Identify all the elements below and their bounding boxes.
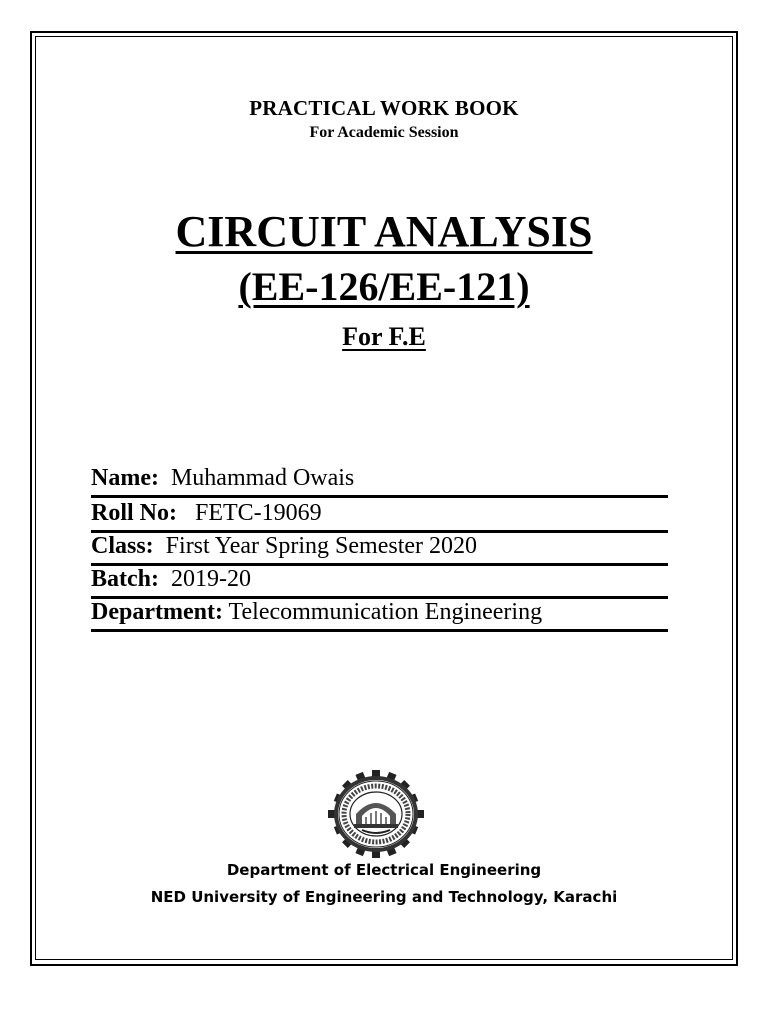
roll-number-row <box>91 497 668 533</box>
name-value: Muhammad Owais <box>170 465 355 491</box>
academic-session: For Academic Session <box>309 124 459 141</box>
batch-row <box>91 563 668 599</box>
roll-value: FETC-19069 <box>195 500 322 526</box>
department-label: Department: <box>91 599 223 625</box>
footer-university: NED University of Engineering and Technology, Karachi <box>150 888 618 906</box>
for-class: For F.E <box>342 322 426 351</box>
footer-department: Department of Electrical Engineering <box>226 861 542 879</box>
roll-label: Roll No: <box>91 500 177 526</box>
batch-label: Batch: <box>91 566 159 592</box>
department-value: Telecommunication Engineering <box>228 599 543 625</box>
class-label: Class: <box>91 533 154 559</box>
student-name-row <box>91 462 668 498</box>
class-row <box>91 530 668 566</box>
course-title: CIRCUIT ANALYSIS <box>175 207 593 256</box>
batch-value: 2019-20 <box>171 566 251 592</box>
ned-university-seal-icon <box>326 770 426 858</box>
workbook-title: PRACTICAL WORK BOOK <box>249 96 519 120</box>
course-code: (EE-126/EE-121) <box>238 264 530 309</box>
department-row <box>91 596 668 632</box>
class-value: First Year Spring Semester 2020 <box>165 533 478 559</box>
name-label: Name: <box>91 465 159 491</box>
